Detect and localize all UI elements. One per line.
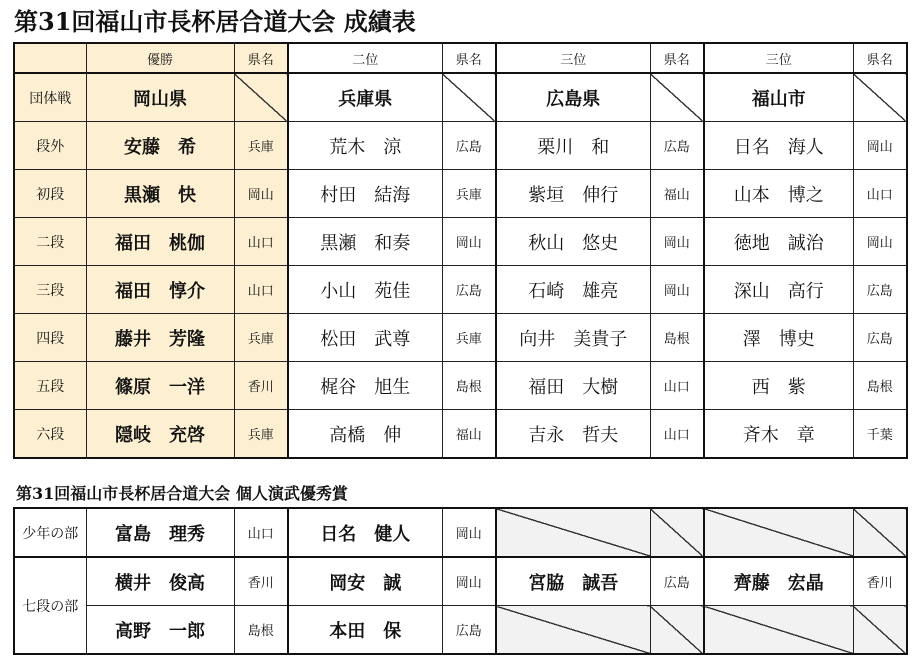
third-name: 山本 博之 (704, 170, 853, 218)
second-name: 小山 苑佳 (288, 266, 442, 314)
rank-row (14, 314, 907, 362)
row-label: 四段 (14, 314, 86, 362)
award-name: 高野 一郎 (86, 606, 234, 655)
header-pref: 県名 (650, 43, 704, 73)
second-pref: 島根 (442, 362, 496, 410)
seventh-dan-row (14, 557, 907, 606)
empty-diagonal-cell (853, 508, 907, 557)
header-corner (14, 43, 86, 73)
third-pref: 山口 (853, 170, 907, 218)
results-table (13, 42, 908, 459)
award-pref: 香川 (234, 557, 288, 606)
header-third: 三位 (704, 43, 853, 73)
third-name: 斉木 章 (704, 410, 853, 459)
award-pref: 岡山 (442, 508, 496, 557)
third-pref: 広島 (650, 122, 704, 170)
winner-name: 藤井 芳隆 (86, 314, 234, 362)
awards-table (13, 507, 908, 655)
second-name: 村田 結海 (288, 170, 442, 218)
team-third: 福山市 (704, 73, 853, 122)
row-label: 三段 (14, 266, 86, 314)
second-name: 荒木 涼 (288, 122, 442, 170)
third-pref: 広島 (853, 266, 907, 314)
empty-diagonal-cell (650, 606, 704, 655)
second-pref: 岡山 (442, 218, 496, 266)
youth-row (14, 508, 907, 557)
award-name: 本田 保 (288, 606, 442, 655)
third-name: 日名 海人 (704, 122, 853, 170)
second-pref: 兵庫 (442, 314, 496, 362)
third-name: 福田 大樹 (496, 362, 650, 410)
team-third: 広島県 (496, 73, 650, 122)
third-name: 深山 高行 (704, 266, 853, 314)
division-label: 七段の部 (14, 557, 86, 654)
third-pref: 山口 (650, 362, 704, 410)
winner-pref: 兵庫 (234, 314, 288, 362)
third-pref: 岡山 (853, 122, 907, 170)
rank-row (14, 170, 907, 218)
header-first: 優勝 (86, 43, 234, 73)
third-pref: 島根 (650, 314, 704, 362)
empty-diagonal-cell (704, 508, 853, 557)
second-name: 高橋 伸 (288, 410, 442, 459)
winner-pref: 山口 (234, 218, 288, 266)
winner-name: 福田 桃伽 (86, 218, 234, 266)
rank-row (14, 266, 907, 314)
award-pref: 山口 (234, 508, 288, 557)
third-name: 向井 美貴子 (496, 314, 650, 362)
award-name: 齊藤 宏晶 (704, 557, 853, 606)
award-pref: 広島 (442, 606, 496, 655)
second-pref: 広島 (442, 266, 496, 314)
award-pref: 岡山 (442, 557, 496, 606)
winner-pref: 兵庫 (234, 410, 288, 459)
header-row (14, 43, 907, 73)
winner-name: 篠原 一洋 (86, 362, 234, 410)
third-pref: 岡山 (853, 218, 907, 266)
third-pref: 福山 (650, 170, 704, 218)
third-name: 紫垣 伸行 (496, 170, 650, 218)
award-pref: 広島 (650, 557, 704, 606)
awards-title: 第31回福山市長杯居合道大会 個人演武優秀賞 (16, 484, 348, 503)
award-pref: 島根 (234, 606, 288, 655)
empty-diagonal-cell (853, 606, 907, 655)
award-name: 富島 理秀 (86, 508, 234, 557)
third-pref: 山口 (650, 410, 704, 459)
seventh-dan-row (14, 606, 907, 655)
award-name: 宮脇 誠吾 (496, 557, 650, 606)
second-pref: 兵庫 (442, 170, 496, 218)
row-label: 段外 (14, 122, 86, 170)
winner-pref: 山口 (234, 266, 288, 314)
third-pref: 広島 (853, 314, 907, 362)
third-pref: 岡山 (650, 218, 704, 266)
third-name: 徳地 誠治 (704, 218, 853, 266)
award-name: 横井 俊高 (86, 557, 234, 606)
rank-row (14, 218, 907, 266)
second-name: 松田 武尊 (288, 314, 442, 362)
third-pref: 島根 (853, 362, 907, 410)
empty-diagonal-cell (496, 606, 650, 655)
third-name: 石崎 雄亮 (496, 266, 650, 314)
header-pref: 県名 (234, 43, 288, 73)
award-pref: 香川 (853, 557, 907, 606)
award-name: 日名 健人 (288, 508, 442, 557)
third-name: 西 紫 (704, 362, 853, 410)
team-row (14, 73, 907, 122)
header-pref: 県名 (442, 43, 496, 73)
winner-name: 福田 惇介 (86, 266, 234, 314)
row-label: 初段 (14, 170, 86, 218)
winner-name: 安藤 希 (86, 122, 234, 170)
header-pref: 県名 (853, 43, 907, 73)
team-second: 兵庫県 (288, 73, 442, 122)
empty-diagonal-cell (650, 73, 704, 122)
third-name: 澤 博史 (704, 314, 853, 362)
page-title: 第31回福山市長杯居合道大会 成績表 (14, 7, 416, 36)
empty-diagonal-cell (650, 508, 704, 557)
division-label: 少年の部 (14, 508, 86, 557)
second-name: 黒瀬 和奏 (288, 218, 442, 266)
row-label: 五段 (14, 362, 86, 410)
team-winner: 岡山県 (86, 73, 234, 122)
row-label: 二段 (14, 218, 86, 266)
empty-diagonal-cell (853, 73, 907, 122)
rank-row (14, 122, 907, 170)
second-name: 梶谷 旭生 (288, 362, 442, 410)
rank-row (14, 410, 907, 459)
third-name: 栗川 和 (496, 122, 650, 170)
empty-diagonal-cell (442, 73, 496, 122)
header-third: 三位 (496, 43, 650, 73)
third-pref: 千葉 (853, 410, 907, 459)
winner-name: 黒瀬 快 (86, 170, 234, 218)
third-name: 秋山 悠史 (496, 218, 650, 266)
header-second: 二位 (288, 43, 442, 73)
row-label: 六段 (14, 410, 86, 459)
award-name: 岡安 誠 (288, 557, 442, 606)
winner-pref: 香川 (234, 362, 288, 410)
empty-diagonal-cell (234, 73, 288, 122)
empty-diagonal-cell (496, 508, 650, 557)
second-pref: 広島 (442, 122, 496, 170)
winner-pref: 兵庫 (234, 122, 288, 170)
third-pref: 岡山 (650, 266, 704, 314)
third-name: 吉永 哲夫 (496, 410, 650, 459)
second-pref: 福山 (442, 410, 496, 459)
empty-diagonal-cell (704, 606, 853, 655)
winner-pref: 岡山 (234, 170, 288, 218)
rank-row (14, 362, 907, 410)
winner-name: 隠岐 充啓 (86, 410, 234, 459)
row-label: 団体戦 (14, 73, 86, 122)
